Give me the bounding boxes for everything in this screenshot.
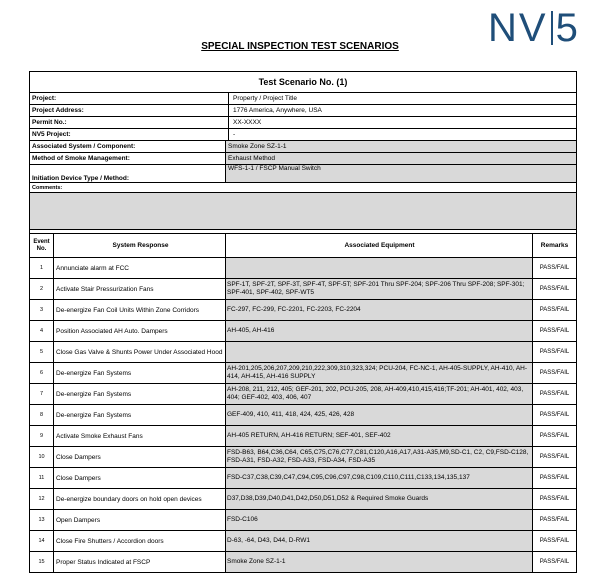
associated-equipment[interactable]: D37,D38,D39,D40,D41,D42,D50,D51,D52 & Required Smoke Guards xyxy=(226,489,533,509)
event-no: 15 xyxy=(30,552,54,572)
table-row xyxy=(30,405,576,426)
table-row xyxy=(30,300,576,321)
event-no: 9 xyxy=(30,426,54,446)
system-response: Annunciate alarm at FCC xyxy=(54,258,226,278)
associated-equipment[interactable]: FC-297, FC-299, FC-2201, FC-2203, FC-2204 xyxy=(226,300,533,320)
info-value: - xyxy=(233,131,236,138)
info-label: NV5 Project: xyxy=(30,129,229,140)
system-info-value[interactable]: WFS-1-1 / FSCP Manual Switch xyxy=(226,165,576,182)
remarks-pass-fail[interactable]: PASS/FAIL xyxy=(539,475,570,481)
scenario-title: Test Scenario No. (1) xyxy=(30,72,576,93)
system-info-row xyxy=(30,141,576,153)
remarks-pass-fail[interactable]: PASS/FAIL xyxy=(539,370,570,376)
table-row xyxy=(30,468,576,489)
event-no: 11 xyxy=(30,468,54,488)
system-response: Close Fire Shutters / Accordion doors xyxy=(54,531,226,551)
system-info-label: Initiation Device Type / Method: xyxy=(30,165,226,182)
system-response-header: System Response xyxy=(54,234,226,257)
system-response: Close Dampers xyxy=(54,468,226,488)
system-response: De-energize Fan Systems xyxy=(54,384,226,404)
associated-equipment[interactable]: FSD-C37,C38,C39,C47,C94,C95,C96,C97,C98,C109,C110,C111,C133,134,135,137 xyxy=(226,468,533,488)
remarks-pass-fail[interactable]: PASS/FAIL xyxy=(539,496,570,502)
remarks-pass-fail[interactable]: PASS/FAIL xyxy=(539,517,570,523)
associated-equipment[interactable]: AH-208, 211, 212, 405; GEF-201, 202, PCU-205, 208, AH-409,410,415,416;TF-201; AH-401, 402, 403, 404; GEF-402, 403, 406, 407 xyxy=(226,384,533,404)
system-info-row xyxy=(30,165,576,183)
info-value: Property / Project Title xyxy=(233,95,297,102)
table-row xyxy=(30,384,576,405)
event-no: 6 xyxy=(30,363,54,383)
table-row xyxy=(30,552,576,573)
remarks-pass-fail[interactable]: PASS/FAIL xyxy=(539,307,570,313)
table-row xyxy=(30,321,576,342)
associated-equipment[interactable]: GEF-409, 410, 411, 418, 424, 425, 426, 428 xyxy=(226,405,533,425)
table-row xyxy=(30,279,576,300)
event-no: 3 xyxy=(30,300,54,320)
associated-equipment[interactable]: D-63, -64, D43, D44, D-RW1 xyxy=(226,531,533,551)
event-no-header xyxy=(30,234,54,257)
table-row xyxy=(30,342,576,363)
system-response: Position Associated AH Auto. Dampers xyxy=(54,321,226,341)
event-no: 4 xyxy=(30,321,54,341)
associated-equipment[interactable]: AH-405, AH-416 xyxy=(226,321,533,341)
remarks-pass-fail[interactable]: PASS/FAIL xyxy=(539,349,570,355)
system-response: De-energize boundary doors on hold open devices xyxy=(54,489,226,509)
logo-text-right: 5 xyxy=(555,6,580,50)
associated-equipment[interactable]: Smoke Zone SZ-1-1 xyxy=(226,552,533,572)
event-table-body xyxy=(30,258,576,573)
event-no: 14 xyxy=(30,531,54,551)
system-response: De-energize Fan Systems xyxy=(54,405,226,425)
system-info-label: Method of Smoke Management: xyxy=(30,153,226,164)
remarks-pass-fail[interactable]: PASS/FAIL xyxy=(539,433,570,439)
event-no: 12 xyxy=(30,489,54,509)
table-row xyxy=(30,531,576,552)
project-info-row xyxy=(30,129,576,141)
info-label: Project: xyxy=(30,93,229,104)
event-header-line2: No. xyxy=(36,245,47,252)
associated-equipment[interactable]: SPF-1T, SPF-2T, SPF-3T, SPF-4T, SPF-5T; SPF-201 Thru SPF-204; SPF-206 Thru SPF-208; SPF-301; SPF-401, SPF-402, SPF-WT5 xyxy=(226,279,533,299)
event-no: 13 xyxy=(30,510,54,530)
comments-box[interactable] xyxy=(30,193,576,230)
event-header-line1: Event xyxy=(33,238,50,245)
event-no: 8 xyxy=(30,405,54,425)
table-row xyxy=(30,510,576,531)
system-info-section xyxy=(30,141,576,183)
system-response: Proper Status Indicated at FSCP xyxy=(54,552,226,572)
associated-equipment[interactable]: AH-201,205,206,207,209,210,222,309,310,323,324; PCU-204, FC-NC-1, AH-405-SUPPLY, AH-410, AH-414, AH-415, AH-416 SUPPLY xyxy=(226,363,533,383)
table-row xyxy=(30,447,576,468)
project-info-row xyxy=(30,117,576,129)
associated-equipment[interactable] xyxy=(226,342,533,362)
table-row xyxy=(30,426,576,447)
system-response: Close Dampers xyxy=(54,447,226,467)
system-info-value[interactable]: Exhaust Method xyxy=(226,153,576,164)
system-response: Activate Stair Pressurization Fans xyxy=(54,279,226,299)
logo-divider xyxy=(551,11,553,45)
system-info-label: Associated System / Component: xyxy=(30,141,226,152)
table-row xyxy=(30,363,576,384)
event-no: 5 xyxy=(30,342,54,362)
table-row xyxy=(30,258,576,279)
system-info-value[interactable]: Smoke Zone SZ-1-1 xyxy=(226,141,576,152)
event-no: 10 xyxy=(30,447,54,467)
remarks-pass-fail[interactable]: PASS/FAIL xyxy=(539,454,570,460)
remarks-pass-fail[interactable]: PASS/FAIL xyxy=(539,559,570,565)
info-value: XX-XXXX xyxy=(233,119,262,126)
remarks-pass-fail[interactable]: PASS/FAIL xyxy=(539,328,570,334)
remarks-pass-fail[interactable]: PASS/FAIL xyxy=(539,412,570,418)
system-response: De-energize Fan Systems xyxy=(54,363,226,383)
system-response: Close Gas Valve & Shunts Power Under Associated Hood xyxy=(54,342,226,362)
remarks-pass-fail[interactable]: PASS/FAIL xyxy=(539,391,570,397)
event-no: 2 xyxy=(30,279,54,299)
remarks-pass-fail[interactable]: PASS/FAIL xyxy=(539,538,570,544)
project-info-row xyxy=(30,105,576,117)
event-no: 1 xyxy=(30,258,54,278)
info-label: Permit No.: xyxy=(30,117,229,128)
associated-equipment-header: Associated Equipment xyxy=(226,234,533,257)
associated-equipment[interactable]: FSD-C106 xyxy=(226,510,533,530)
system-info-row xyxy=(30,153,576,165)
page-title: SPECIAL INSPECTION TEST SCENARIOS xyxy=(201,41,399,52)
system-response: Activate Smoke Exhaust Fans xyxy=(54,426,226,446)
comments-label: Comments: xyxy=(30,183,576,193)
info-value: 1776 America, Anywhere, USA xyxy=(233,107,322,114)
table-header xyxy=(30,234,576,258)
event-no: 7 xyxy=(30,384,54,404)
test-scenario-sheet xyxy=(29,71,577,573)
remarks-header: Remarks xyxy=(540,242,569,249)
project-info-row xyxy=(30,93,576,105)
remarks-pass-fail[interactable]: PASS/FAIL xyxy=(539,265,570,271)
associated-equipment[interactable]: AH-405 RETURN, AH-416 RETURN; SEF-401, SEF-402 xyxy=(226,426,533,446)
remarks-pass-fail[interactable]: PASS/FAIL xyxy=(539,286,570,292)
project-info-section xyxy=(30,93,576,141)
table-row xyxy=(30,489,576,510)
system-response: Open Dampers xyxy=(54,510,226,530)
logo-text-left: NV xyxy=(488,6,548,50)
associated-equipment[interactable]: FSD-B63, B64,C36,C64, C65,C75,C76,C77,C81,C120,A16,A17,A31-A35,M9,SD-C1, C2, C9,FSD-C128, FSD-A31, FSD-A32, FSD-A33, FSD-A34, FSD-A35 xyxy=(226,447,533,467)
info-label: Project Address: xyxy=(30,105,229,116)
system-response: De-energize Fan Coil Units Within Zone Corridors xyxy=(54,300,226,320)
associated-equipment[interactable] xyxy=(226,258,533,278)
